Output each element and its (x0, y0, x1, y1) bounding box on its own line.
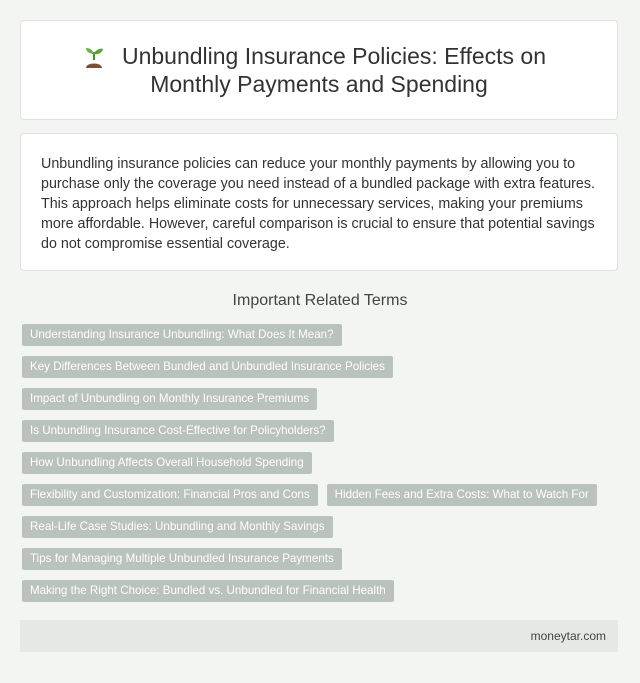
term-tag[interactable]: Making the Right Choice: Bundled vs. Unbundled for Financial Health (22, 580, 394, 602)
intro-text: Unbundling insurance policies can reduce your monthly payments by allowing you to purchase only the coverage you need instead of a bundled package with extra features. This approach helps eliminate costs for unnecessary services, making your premiums more affordable. However, careful comparison is crucial to ensure that potential savings do not compromise essential coverage. (41, 156, 595, 252)
term-tag[interactable]: Is Unbundling Insurance Cost-Effective for Policyholders? (22, 420, 334, 442)
site-name[interactable]: moneytar.com (530, 629, 606, 643)
title-wrap (79, 42, 559, 98)
title-card (20, 20, 618, 120)
sprout-icon (83, 46, 105, 72)
term-tag[interactable]: Impact of Unbundling on Monthly Insurance Premiums (22, 388, 317, 410)
terms-heading: Important Related Terms (232, 292, 408, 309)
term-tag[interactable]: How Unbundling Affects Overall Household Spending (22, 452, 312, 474)
page-title: Unbundling Insurance Policies: Effects on Monthly Payments and Spending (121, 43, 547, 97)
term-tag[interactable]: Real-Life Case Studies: Unbundling and Monthly Savings (22, 516, 333, 538)
footer (20, 620, 618, 652)
terms-list (22, 324, 622, 612)
term-tag[interactable]: Flexibility and Customization: Financial Pros and Cons (22, 484, 318, 506)
term-tag[interactable]: Understanding Insurance Unbundling: What Does It Mean? (22, 324, 342, 346)
intro-card (20, 133, 618, 271)
term-tag[interactable]: Key Differences Between Bundled and Unbundled Insurance Policies (22, 356, 393, 378)
term-tag[interactable]: Hidden Fees and Extra Costs: What to Watch For (327, 484, 597, 506)
term-tag[interactable]: Tips for Managing Multiple Unbundled Insurance Payments (22, 548, 342, 570)
